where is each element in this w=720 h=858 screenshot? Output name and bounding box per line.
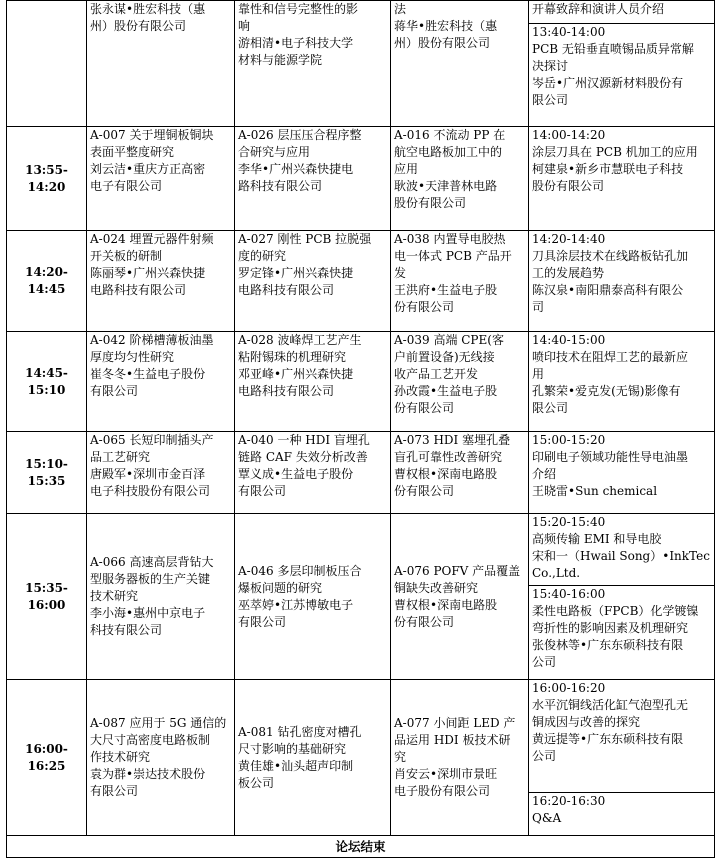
session-cell-track-a: A-024 埋置元器件射频 开关板的研制 陈丽琴•广州兴森快捷 电路科技有限公司 <box>87 231 235 332</box>
session-cell-track-c: 法 蒋华•胜宏科技（惠 州）股份有限公司 <box>391 1 529 127</box>
schedule-table <box>6 0 715 858</box>
session-cell-track-b: A-081 钻孔密度对槽孔 尺寸影响的基础研究 黄佳雄•汕头超声印制 板公司 <box>235 680 391 836</box>
time-slot: 14:45-15:10 <box>7 332 87 432</box>
session-cell-track-a: A-042 阶梯槽薄板油墨 厚度均匀性研究 崔冬冬•生益电子股份 有限公司 <box>87 332 235 432</box>
session-cell-track-b: A-028 波峰焊工艺产生 粘附锡珠的机理研究 邓亚峰•广州兴森快捷 电路科技有限公司 <box>235 332 391 432</box>
talk-cell: 16:00-16:20 水平沉铜线活化缸气泡型孔无 铜成因与改善的探究 黄远提等•广东东硕科技有限 公司 <box>529 680 715 793</box>
talk-cell: 14:20-14:40 刀具涂层技术在线路板钻孔加 工的发展趋势 陈汉泉•南阳鼎泰高科有限公 司 <box>529 231 715 332</box>
session-cell-track-c: A-039 高端 CPE(客 户前置设备)无线接 收产品工艺开发 孙改霞•生益电子股 份有限公司 <box>391 332 529 432</box>
time-slot: 15:35-16:00 <box>7 514 87 680</box>
time-slot: 15:10-15:35 <box>7 432 87 514</box>
session-cell-track-a: A-065 长短印制插头产 品工艺研究 唐殿军•深圳市金百泽 电子科技股份有限公司 <box>87 432 235 514</box>
session-cell-track-c: A-073 HDI 塞埋孔叠 盲孔可靠性改善研究 曹权根•深南电路股 份有限公司 <box>391 432 529 514</box>
talk-cell: 15:40-16:00 柔性电路板（FPCB）化学镀镍 弯折性的影响因素及机理研究 张俊林等•广东东硕科技有限 公司 <box>529 586 715 680</box>
session-cell-track-b: A-040 一种 HDI 盲埋孔 链路 CAF 失效分析改善 覃义成•生益电子股份 有限公司 <box>235 432 391 514</box>
time-slot: 14:20-14:45 <box>7 231 87 332</box>
session-cell-track-c: A-077 小间距 LED 产 品运用 HDI 板技术研 究 肖安云•深圳市景旺 电子股份有限公司 <box>391 680 529 836</box>
session-cell-track-b: A-027 刚性 PCB 拉脱强 度的研究 罗定锋•广州兴森快捷 电路科技有限公司 <box>235 231 391 332</box>
session-cell-track-a: A-087 应用于 5G 通信的 大尺寸高密度电路板制 作技术研究 袁为群•崇达技术股份 有限公司 <box>87 680 235 836</box>
talk-cell: 15:00-15:20 印刷电子领域功能性导电油墨 介绍 王晓雷•Sun chemical <box>529 432 715 514</box>
session-cell-track-c: A-016 不流动 PP 在 航空电路板加工中的 应用 耿波•天津普林电路 股份有限公司 <box>391 127 529 231</box>
forum-end-label: 论坛结束 <box>7 836 715 858</box>
session-cell-track-b: A-026 层压压合程序整 合研究与应用 李华•广州兴森快捷电 路科技有限公司 <box>235 127 391 231</box>
talk-cell: 14:00-14:20 涂层刀具在 PCB 机加工的应用 柯建泉•新乡市慧联电子科技 股份有限公司 <box>529 127 715 231</box>
session-cell-track-a: 张永谋•胜宏科技（惠 州）股份有限公司 <box>87 1 235 127</box>
talk-cell: 13:40-14:00 PCB 无铅垂直喷锡品质异常解 决探讨 岑岳•广州汉源新材料股份有 限公司 <box>529 24 715 127</box>
session-cell-track-b: 靠性和信号完整性的影 响 游相清•电子科技大学 材料与能源学院 <box>235 1 391 127</box>
session-cell-track-c: A-038 内置导电胶热 电一体式 PCB 产品开 发 王洪府•生益电子股 份有限公司 <box>391 231 529 332</box>
talk-cell: 16:20-16:30 Q&A <box>529 793 715 836</box>
session-cell-track-a: A-007 关于埋铜板铜块 表面平整度研究 刘云洁•重庆方正高密 电子有限公司 <box>87 127 235 231</box>
session-cell-track-c: A-076 POFV 产品覆盖 铜缺失改善研究 曹权根•深南电路股 份有限公司 <box>391 514 529 680</box>
time-slot: 13:55-14:20 <box>7 127 87 231</box>
talk-cell: 14:40-15:00 喷印技术在阻焊工艺的最新应 用 孔繁荣•爱克发(无锡)影像有 限公司 <box>529 332 715 432</box>
session-cell-track-b: A-046 多层印制板压合 爆板问题的研究 巫萃婷•江苏博敏电子 有限公司 <box>235 514 391 680</box>
talk-cell: 开幕致辞和演讲人员介绍 <box>529 1 715 24</box>
time-slot <box>7 1 87 127</box>
talk-cell: 15:20-15:40 高频传输 EMI 和导电胶 宋和一（Hwail Song）•InkTec Co.,Ltd. <box>529 514 715 586</box>
time-slot: 16:00-16:25 <box>7 680 87 836</box>
session-cell-track-a: A-066 高速高层背钻大 型服务器板的生产关键 技术研究 李小海•惠州中京电子 科技有限公司 <box>87 514 235 680</box>
